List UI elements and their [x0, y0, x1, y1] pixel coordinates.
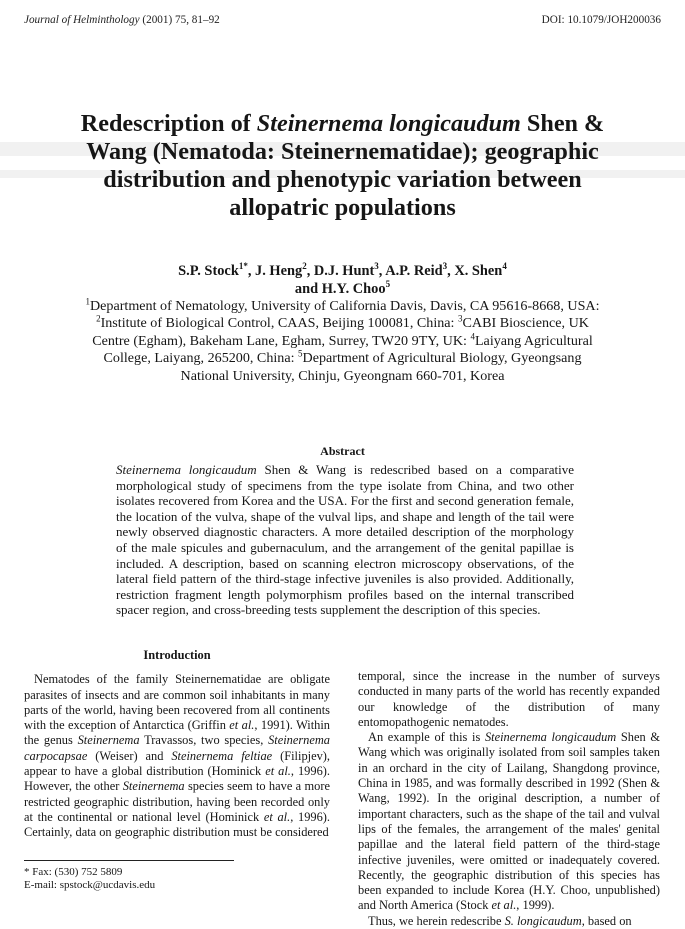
article-title [80, 110, 605, 222]
journal-name: Journal of Helminthology [24, 14, 140, 26]
affiliation-text: Institute of Biological Control, CAAS, Beijing 100081, China: [100, 315, 458, 332]
abstract-species: Steinernema longicaudum [116, 462, 257, 477]
affiliation-text: Department of Nematology, University of California Davis, Davis, CA 95616-8668, USA: [89, 298, 600, 314]
author-name: D.J. Hunt [313, 263, 375, 279]
affiliation-text: Laiyang Agricultural College, Laiyang, 265200, China: [103, 332, 593, 367]
author-affiliation-mark: 2 [302, 261, 307, 272]
author-affiliation-mark: 4 [502, 261, 507, 272]
author-name: X. Shen [454, 263, 503, 279]
fax-note: * Fax: (530) 752 5809 [24, 866, 123, 878]
title-species: Steinernema longicaudum [256, 110, 521, 137]
left-column [24, 648, 330, 841]
footnote-divider [24, 860, 234, 861]
citation: (2001) 75, 81–92 [142, 14, 220, 26]
intro-paragraph-1-continued: temporal, since the increase in the number of surveys conducted in many parts of the world has recently expanded our knowledge of the distribution of many entomopathogenic nematodes. [358, 669, 660, 729]
doi: DOI: 10.1079/JOH200036 [541, 14, 661, 26]
affiliation-mark: 5 [298, 348, 303, 359]
affiliation-mark: 1 [85, 296, 90, 307]
intro-paragraph-2: An example of this is Steinernema longicaudum Shen & Wang which was originally isolated from soil samples taken in an orchard in the city of Lailang, Shangdong province, China in 1985, and was formally described in 1992 (Shen & Wang, 1992). In the original description, a number of important characters, such as the shape of the tail and vulval lips of the females, the arrangement of the males' genital papillae and the lateral field pattern of the third-stage infective juveniles, were omitted or inadequately covered. Recently, the geographic distribution of this species has been expanded to include Korea (H.Y. Choo, unpublished) and North America (Stock et al., 1999). [358, 730, 661, 913]
author-affiliation-mark: 1* [238, 261, 248, 272]
title-text: Redescription of [80, 110, 257, 137]
intro-paragraph-1: Nematodes of the family Steinernematidae are obligate parasites of insects and are common soil inhabitants in many parts of the world, having been recovered from all continents with the exception of Antarctica (Griffin et al., 1991). Within the genus Steinernema Travassos, two species, Steinernema carpocapsae (Weiser) and Steinernema feltiae (Filipjev), appear to have a global distribution (Hominick et al., 1996). However, the other Steinernema species seem to have a more restricted geographic distribution, having been recorded only at the continental or national level (Hominick et al., 1996). Certainly, data on geographic distribution must be considered [24, 672, 330, 840]
email-link[interactable]: E-mail: spstock@ucdavis.edu [24, 879, 156, 891]
intro-paragraph-3: Thus, we herein redescribe S. longicaudum, based on [368, 913, 632, 928]
author-name: J. Heng [255, 263, 303, 279]
author-list: S.P. Stock$^{1*}$, J. Heng$^2$, D.J. Hunt$^3$, A.P. Reid$^3$, X. Shen$^4$ and H.Y. Choo$^5$ [178, 261, 507, 297]
right-column [358, 669, 660, 929]
introduction-heading: Introduction [143, 648, 211, 662]
author-affiliation-mark: 3 [374, 261, 379, 272]
running-header [24, 14, 661, 30]
abstract-heading: Abstract [320, 444, 365, 458]
title-text: Shen & Wang (Nematoda: Steinernematidae); geographic distribution and phenotypic variation between allopatric populations [86, 110, 605, 221]
affiliation-mark: 2 [96, 313, 101, 324]
affiliation-text: Department of Agricultural Biology, Gyeongsang National University, Chinju, Gyeongnam 660-701, Korea [180, 350, 582, 384]
journal-citation [24, 14, 220, 26]
abstract-text: Shen & Wang is redescribed based on a comparative morphological study of specimens from the type isolate from China, and two other isolates recovered from Korea and the USA. For the first and second generation female, the location of the vulva, shape of the vulval lips, and shape and length of the tail were newly observed diagnostic characters. A more detailed description of the morphology of the male spicules and gubernaculum, and the arrangement of the genital papillae is included. A description, based on scanning electron microscopy observations, of the lateral field pattern of the third-stage infective juveniles is also provided. Additionally, restriction fragment length polymorphism profiles based on the internal transcribed spacer region, and cross-breeding tests supplement the description of this species. [116, 462, 574, 618]
author-name: H.Y. Choo [321, 281, 386, 297]
author-affiliation-mark: 5 [385, 279, 391, 290]
abstract-body [116, 462, 574, 618]
affiliation-mark: 4 [470, 331, 475, 342]
affiliations [80, 298, 605, 385]
author-affiliation-mark: 3 [442, 261, 448, 272]
affiliation-mark: 3 [458, 313, 463, 324]
footnote [24, 866, 155, 892]
author-name: A.P. Reid [385, 263, 443, 279]
affiliation-text: CABI Bioscience, UK Centre (Egham), Bakeham Lane, Egham, Surrey, TW20 9TY, UK: [92, 315, 589, 349]
author-name: S.P. Stock [178, 263, 239, 279]
